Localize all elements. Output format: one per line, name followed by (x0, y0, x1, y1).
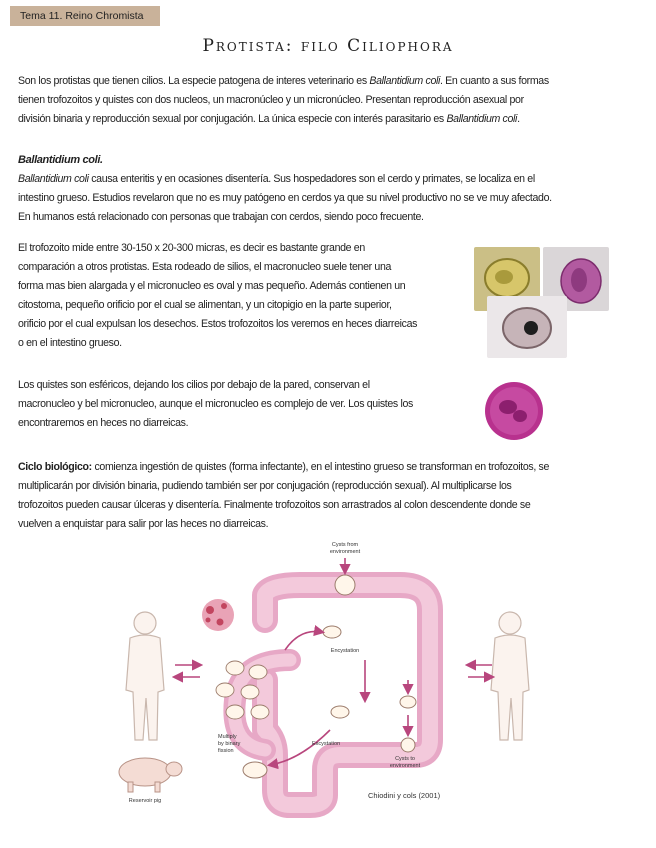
arrow-encyst (285, 631, 322, 650)
intro-paragraph: Son los protistas que tienen cilios. La especie patogena de interes veterinario es Ballantidium coli. En cuanto a sus formas tienen trofozoitos y quistes con dos nucleos, un macronúcleo y un micronúcleo. Presentan reproducción asexual por división binaria y reproducción sexual por conjugación. La única especie con interés parasitario es Ballantidium coli. (18, 75, 549, 125)
trofozoite-micrograph-3 (487, 296, 567, 358)
section-balantidium: Ballantidium coli. Ballantidium coli causa enteritis y en ocasiones disentería. Sus hospedadores son el cerdo y primates, se localiza en el intestino grueso. Estudios revelaron que no es muy patógeno en cerdos ya que su nivel productivo no se ve muy afectado. En humanos está relacionado con personas que trabajan con cerdos, siendo poco frecuente. (18, 151, 552, 227)
cyst-small-2 (331, 706, 349, 718)
quistes-paragraph: Los quistes son esféricos, dejando los cilios por debajo de la pared, conservan el macronucleo y bel micronucleo, aunque el micronucleo es complejo de ver. Los quistes los encontraremos en heces no diarreicas. (18, 379, 413, 429)
cyst-bottom (243, 762, 267, 778)
diagram-credit: Chiodini y cols (2001) (368, 791, 441, 800)
trofozoito-paragraph: El trofozoito mide entre 30-150 x 20-300 micras, es decir es bastante grande en comparación a otros protistas. Esta rodeado de silios, el macronucleo suele tener una forma mas bien alargada y el micronucleo es oval y mas pequeño. Además contienen un citostoma, pequeño orificio por el cual se alimentan, y un citopigio en la parte superior, orificio por el cual expulsan los desechos. Estos trofozoitos los veremos en heces diarreicas o en el intestino grueso. (18, 242, 418, 349)
cyst-encystation (323, 626, 341, 638)
label-multiply-1: Multiply (218, 734, 237, 740)
cyst-micrograph (482, 380, 546, 442)
cyst-small-3 (400, 696, 416, 708)
section-heading: Ballantidium coli. (18, 154, 103, 166)
label-multiply-2: by binary (218, 741, 241, 747)
label-encystation: Encystation (330, 648, 360, 654)
label-cysts-from-1: Cysts from (331, 542, 359, 548)
label-multiply-3: fission (218, 748, 234, 754)
large-intestine (265, 585, 430, 805)
human-left (126, 612, 164, 740)
label-excystation: Excystation (312, 741, 341, 747)
label-cysts-from-2: environment (329, 549, 361, 555)
life-cycle-diagram (100, 540, 560, 820)
human-right (491, 612, 529, 740)
label-cysts-to-1: Cysts to (395, 756, 415, 762)
ciclo-paragraph: Ciclo biológico: comienza ingestión de quistes (forma infectante), en el intestino grueso se transforman en trofozoitos, se multiplicarán por división binaria, pudiendo también ser por conjugación (reproducción sexual). Al multiplicarse los trofozoitos pueden causar úlceras y disentería. Finalmente trofozoitos son arrastrados al colon descendente donde se vuelven a enquistar para salir por las heces no diarreicas. (18, 461, 550, 530)
reservoir-pig (119, 758, 182, 792)
ulcer-lesion (202, 599, 234, 631)
chapter-tag: Tema 11. Reino Chromista (10, 6, 160, 26)
label-cysts-to-2: environment (389, 763, 421, 769)
cyst-top (335, 575, 355, 595)
label-reservoir: Reservoir pig (128, 798, 162, 804)
cyst-exit (401, 738, 415, 752)
page-title: Protista: filo Ciliophora (202, 36, 454, 56)
